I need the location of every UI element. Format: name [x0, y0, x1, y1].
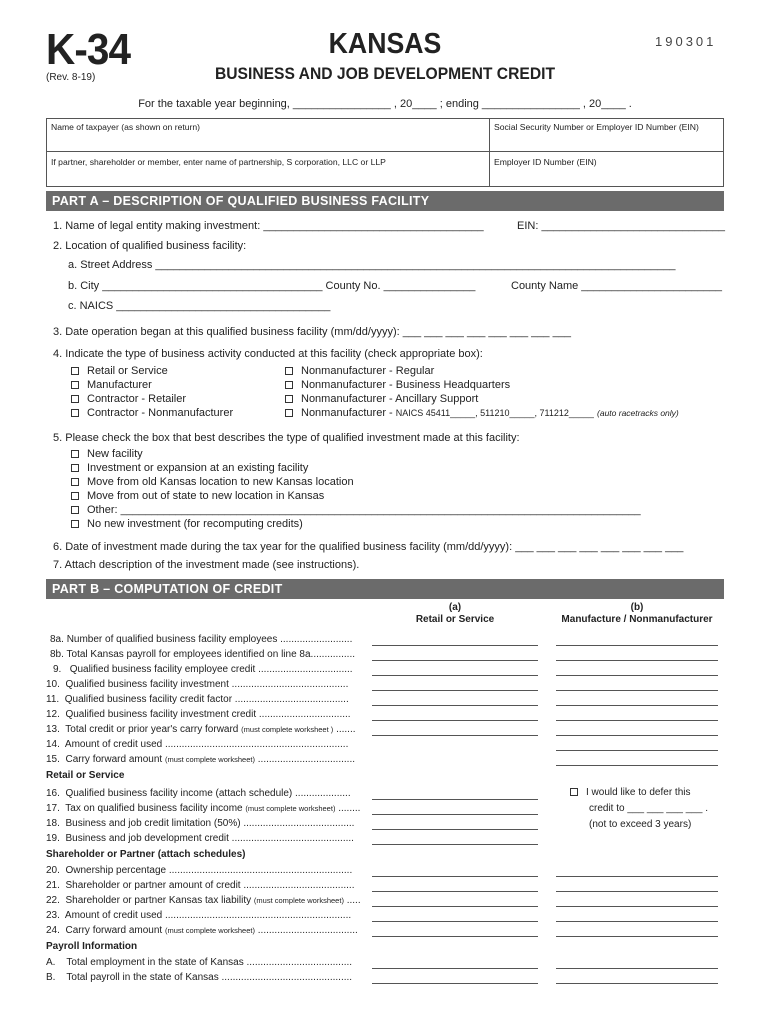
employer-id-label: Employer ID Number (EIN)	[494, 157, 597, 167]
line-2b-city[interactable]: b. City ____________________________________ County No. _______________	[68, 280, 476, 292]
part-a-heading: PART A – DESCRIPTION OF QUALIFIED BUSINESS FACILITY	[46, 191, 724, 211]
line-10: 10. Qualified business facility investment ..........................................	[46, 679, 349, 690]
line-8a: 8a. Number of qualified business facility employees ..........................	[50, 634, 353, 645]
line-a-col-a[interactable]	[372, 968, 538, 969]
line-7: 7. Attach description of the investment made (see instructions).	[53, 559, 360, 571]
line-10-col-b[interactable]	[556, 690, 718, 691]
line-2b-county-name[interactable]: County Name _______________________	[511, 280, 723, 292]
line-22-col-b[interactable]	[556, 906, 718, 907]
checkbox-icon[interactable]	[71, 492, 79, 500]
activity-option[interactable]: Contractor - Retailer	[71, 393, 186, 405]
line-16: 16. Qualified business facility income (attach schedule) ....................	[46, 788, 351, 799]
line-8b: 8b. Total Kansas payroll for employees identified on line 8a................	[50, 649, 356, 660]
checkbox-icon[interactable]	[71, 520, 79, 528]
checkbox-icon[interactable]	[71, 409, 79, 417]
line-12-col-b[interactable]	[556, 720, 718, 721]
line-18: 18. Business and job credit limitation (50%) ........................................	[46, 818, 355, 829]
activity-option[interactable]: Nonmanufacturer - Business Headquarters	[285, 379, 510, 391]
line-21-col-a[interactable]	[372, 891, 538, 892]
line-24-col-a[interactable]	[372, 936, 538, 937]
part-b-heading: PART B – COMPUTATION OF CREDIT	[46, 579, 724, 599]
line-4: 4. Indicate the type of business activity conducted at this facility (check appropriate box):	[53, 348, 483, 360]
line-9-col-a[interactable]	[372, 675, 538, 676]
activity-option[interactable]: Nonmanufacturer - Ancillary Support	[285, 393, 478, 405]
line-19-col-a[interactable]	[372, 844, 538, 845]
line-b-col-a[interactable]	[372, 983, 538, 984]
line-16-col-a[interactable]	[372, 799, 538, 800]
line-13-col-a[interactable]	[372, 735, 538, 736]
line-9-col-b[interactable]	[556, 675, 718, 676]
checkbox-icon[interactable]	[71, 478, 79, 486]
line-1-ein[interactable]: EIN: ______________________________	[517, 220, 725, 232]
checkbox-icon[interactable]	[285, 367, 293, 375]
line-20-col-a[interactable]	[372, 876, 538, 877]
line-17: 17. Tax on qualified business facility income (must complete worksheet) ........	[46, 803, 361, 814]
activity-option[interactable]: Contractor - Nonmanufacturer	[71, 407, 233, 419]
investment-option[interactable]: No new investment (for recomputing credits)	[71, 518, 303, 530]
naics-note: (auto racetracks only)	[597, 408, 679, 418]
defer-credit-note: (not to exceed 3 years)	[589, 819, 692, 830]
investment-option[interactable]: Move from old Kansas location to new Kansas location	[71, 476, 354, 488]
line-14-col-b[interactable]	[556, 750, 718, 751]
defer-credit-years[interactable]: credit to ___ ___ ___ ___ .	[589, 803, 708, 814]
checkbox-icon[interactable]	[71, 450, 79, 458]
line-15: 15. Carry forward amount (must complete worksheet) ...................................	[46, 754, 356, 765]
line-a-employment: A. Total employment in the state of Kansas ......................................	[46, 957, 353, 968]
checkbox-icon[interactable]	[285, 381, 293, 389]
defer-credit-option[interactable]: I would like to defer this	[570, 787, 691, 798]
checkbox-icon[interactable]	[570, 788, 578, 796]
line-2c-naics[interactable]: c. NAICS ___________________________________	[68, 300, 331, 312]
line-6[interactable]: 6. Date of investment made during the tax year for the qualified business facility (mm/dd/yyyy): ___ ___ ___ ___ ___ ___ ___ ___	[53, 541, 684, 553]
line-11: 11. Qualified business facility credit factor .........................................	[46, 694, 349, 705]
line-b-col-b[interactable]	[556, 983, 718, 984]
line-17-col-a[interactable]	[372, 814, 538, 815]
shareholder-heading: Shareholder or Partner (attach schedules)	[46, 849, 246, 860]
line-9: 9. Qualified business facility employee credit ..................................	[53, 664, 353, 675]
line-11-col-a[interactable]	[372, 705, 538, 706]
line-5: 5. Please check the box that best describes the type of qualified investment made at this facility:	[53, 432, 520, 444]
retail-service-heading: Retail or Service	[46, 770, 125, 781]
checkbox-icon[interactable]	[71, 464, 79, 472]
payroll-heading: Payroll Information	[46, 941, 138, 952]
activity-option[interactable]: Nonmanufacturer - Regular	[285, 365, 434, 377]
line-13-col-b[interactable]	[556, 735, 718, 736]
form-title: BUSINESS AND JOB DEVELOPMENT CREDIT	[214, 64, 556, 83]
line-2: 2. Location of qualified business facility:	[53, 240, 247, 252]
investment-option[interactable]: New facility	[71, 448, 143, 460]
line-8b-col-a[interactable]	[372, 660, 538, 661]
line-24-col-b[interactable]	[556, 936, 718, 937]
activity-option[interactable]: Manufacturer	[71, 379, 152, 391]
state-title: KANSAS	[328, 28, 442, 60]
line-12: 12. Qualified business facility investment credit .................................	[46, 709, 351, 720]
line-14: 14. Amount of credit used ..................................................................	[46, 739, 349, 750]
line-19: 19. Business and job development credit ............................................	[46, 833, 354, 844]
activity-option-naics[interactable]: Nonmanufacturer - NAICS 45411_____, 511210_____, 711212_____ (auto racetracks only)	[285, 407, 679, 419]
checkbox-icon[interactable]	[285, 395, 293, 403]
line-8a-col-b[interactable]	[556, 645, 718, 646]
checkbox-icon[interactable]	[71, 506, 79, 514]
investment-option[interactable]: Move from out of state to new location in Kansas	[71, 490, 324, 502]
line-13: 13. Total credit or prior year's carry forward (must complete worksheet ) .......	[46, 724, 356, 735]
taxpayer-name-field[interactable]	[46, 118, 490, 152]
line-22-col-a[interactable]	[372, 906, 538, 907]
employer-id-field[interactable]	[489, 151, 724, 187]
line-22: 22. Shareholder or partner Kansas tax liability (must complete worksheet) .....	[46, 895, 361, 906]
form-code: 190301	[655, 34, 717, 49]
checkbox-icon[interactable]	[71, 381, 79, 389]
line-18-col-a[interactable]	[372, 829, 538, 830]
investment-option-other[interactable]: Other: _____________________________________________________________________________________	[71, 504, 641, 516]
line-b-payroll: B. Total payroll in the state of Kansas ...............................................	[46, 972, 353, 983]
column-b-letter: (b)	[630, 602, 644, 613]
form-number: K-34	[46, 25, 131, 74]
ssn-ein-field[interactable]	[489, 118, 724, 152]
taxpayer-name-label: Name of taxpayer (as shown on return)	[51, 122, 201, 132]
partner-name-label: If partner, shareholder or member, enter name of partnership, S corporation, LLC or LLP	[51, 157, 386, 167]
line-1[interactable]: 1. Name of legal entity making investment: ____________________________________	[53, 220, 484, 232]
checkbox-icon[interactable]	[71, 395, 79, 403]
line-21: 21. Shareholder or partner amount of credit ........................................	[46, 880, 355, 891]
line-21-col-b[interactable]	[556, 891, 718, 892]
line-23: 23. Amount of credit used ...................................................................	[46, 910, 352, 921]
column-a-letter: (a)	[448, 602, 462, 613]
column-a-title: Retail or Service	[415, 614, 495, 625]
tax-year-line[interactable]: For the taxable year beginning, ________________ , 20____ ; ending ________________ , 20____ .	[138, 98, 632, 110]
checkbox-icon[interactable]	[71, 367, 79, 375]
line-20: 20. Ownership percentage ..................................................................	[46, 865, 353, 876]
form-revision: (Rev. 8-19)	[46, 72, 96, 83]
ssn-ein-label: Social Security Number or Employer ID Number (EIN)	[494, 122, 699, 132]
line-3[interactable]: 3. Date operation began at this qualified business facility (mm/dd/yyyy): ___ ___ ___ ___ ___ ___ ___ ___	[53, 326, 571, 338]
line-10-col-a[interactable]	[372, 690, 538, 691]
line-15-col-b[interactable]	[556, 765, 718, 766]
line-11-col-b[interactable]	[556, 705, 718, 706]
line-8a-col-a[interactable]	[372, 645, 538, 646]
investment-option[interactable]: Investment or expansion at an existing facility	[71, 462, 308, 474]
line-20-col-b[interactable]	[556, 876, 718, 877]
checkbox-icon[interactable]	[285, 409, 293, 417]
partner-name-field[interactable]	[46, 151, 490, 187]
column-b-title: Manufacture / Nonmanufacturer	[561, 614, 713, 625]
naics-codes[interactable]: NAICS 45411_____, 511210_____, 711212_____	[395, 408, 594, 418]
line-23-col-a[interactable]	[372, 921, 538, 922]
line-2a-street[interactable]: a. Street Address _____________________________________________________________________________________	[68, 259, 676, 271]
line-a-col-b[interactable]	[556, 968, 718, 969]
line-24: 24. Carry forward amount (must complete worksheet) ....................................	[46, 925, 358, 936]
activity-option[interactable]: Retail or Service	[71, 365, 168, 377]
line-12-col-a[interactable]	[372, 720, 538, 721]
line-23-col-b[interactable]	[556, 921, 718, 922]
line-8b-col-b[interactable]	[556, 660, 718, 661]
